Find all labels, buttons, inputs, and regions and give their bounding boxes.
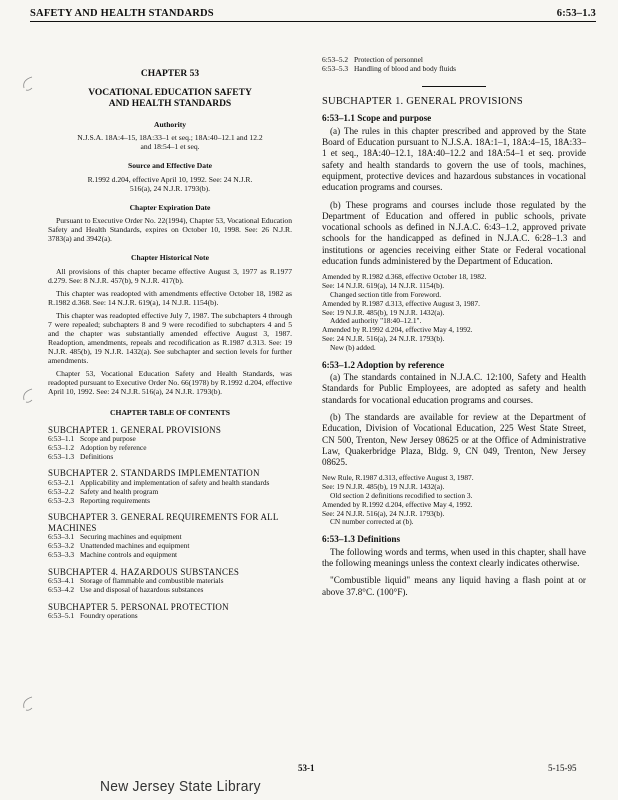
history-line: See: 24 N.J.R. 516(a), 24 N.J.R. 1793(b). [322, 508, 445, 518]
chapter-title-line2: AND HEALTH STANDARDS [108, 98, 232, 109]
running-header [30, 8, 596, 22]
history-line: See: 19 N.J.R. 485(b), 19 N.J.R. 1432(a). [322, 307, 445, 317]
toc-entry-title: Storage of flammable and combustible materials [80, 576, 224, 586]
toc-entry-number: 6:53–5.1 [48, 611, 75, 621]
toc-heading: CHAPTER TABLE OF CONTENTS [110, 407, 230, 417]
section-divider [422, 86, 486, 87]
toc-entry-title: Scope and purpose [80, 434, 136, 444]
toc-entry [48, 497, 292, 506]
right-column [322, 55, 586, 604]
toc-entry-number: 6:53–3.1 [48, 532, 75, 542]
toc-subchapter-title: SUBCHAPTER 3. GENERAL REQUIREMENTS FOR ALL MACHINES [48, 512, 279, 533]
toc-entry-number: 6:53–4.1 [48, 576, 75, 586]
toc-entry-number: 6:53–4.2 [48, 585, 75, 595]
toc-entry [48, 453, 292, 462]
historical-note-p4: Chapter 53, Vocational Education Safety and Health Standards, was readopted pursuant to Executive Order No. 66(1978) by R.1992 d.204, effective April 10, 1992. See: 24 N.J.R. 516(a), 24 N.J.R. 1793(b). [48, 368, 292, 396]
expiration-text: Pursuant to Executive Order No. 22(1994), Chapter 53, Vocational Education Safety and Health Standards, expires on October 10, 1998. See: 26 N.J.R. 3783(a) and 3942(a). [48, 216, 292, 244]
historical-note-heading: Chapter Historical Note [131, 253, 209, 263]
section-1-3-intro: The following words and terms, when used in this chapter, shall have the following meanings unless the context clearly indicates otherwise. [322, 546, 586, 569]
library-stamp: New Jersey State Library [100, 778, 261, 795]
toc-entry-title: Use and disposal of hazardous substances [80, 585, 204, 595]
section-1-1-heading: 6:53–1.1 Scope and purpose [322, 113, 432, 124]
chapter-title [48, 88, 292, 110]
historical-note-p3: This chapter was readopted effective July 7, 1987. The subchapters 4 through 7 were repealed; subchapters 8 and 9 were recodified to subchapters 4 and 5 and the chapter was substantially amended effective August 3, 1987. Readoption, amendments, repeals and recodification as R.1987 d.313. See: 19 N.J.R. 485(b), 19 N.J.R. 1432(a). See subchapter and section levels for further amendments. [48, 310, 292, 365]
section-1-2-b: (b) The standards are available for review at the Department of Education, Division of Vocational Education, 225 West State Street, CN 500, Trenton, New Jersey 08625 or at the Office of Administrative Law, Quakerbridge Plaza, Bldg. 9, CN 049, Trenton, New Jersey 08625. [322, 412, 586, 468]
table-of-contents [48, 425, 292, 622]
left-column [48, 60, 292, 621]
subchapter-title: SUBCHAPTER 1. GENERAL PROVISIONS [322, 95, 523, 107]
section-1-3-heading: 6:53–1.3 Definitions [322, 534, 401, 545]
section-1-1-history [322, 273, 586, 352]
history-line: See: 24 N.J.R. 516(a), 24 N.J.R. 1793(b). [322, 333, 445, 343]
historical-note-p1: All provisions of this chapter became effective August 3, 1977 as R.1977 d.279. See: 8 N.J.R. 457(b), 9 N.J.R. 417(b). [48, 266, 292, 285]
section-1-1-a: (a) The rules in this chapter prescribed and approved by the State Board of Education pursuant to N.J.S.A. 18A:1–1, 18A:4–15, 18A:33–1 et seq., 18A:40–12.1, 18A:40–12.2 and 18A:54–1 et seq. provide safety and health standards to govern the use of tools, machines, equipment, protective devices and hazardous substances in vocational education programs and courses. [322, 125, 586, 193]
toc-subchapter-title: SUBCHAPTER 2. STANDARDS IMPLEMENTATION [48, 468, 260, 479]
toc-entry [48, 612, 292, 621]
chapter-title-line1: VOCATIONAL EDUCATION SAFETY [88, 87, 252, 98]
history-line: Amended by R.1992 d.204, effective May 4, 1992. [322, 499, 473, 509]
header-section-range: 6:53–1.3 [556, 8, 596, 19]
history-line: Old section 2 definitions recodified to section 3. [330, 491, 473, 501]
history-line: Changed section title from Foreword. [330, 289, 442, 299]
header-title: SAFETY AND HEALTH STANDARDS [30, 8, 214, 19]
toc-entry-number: 6:53–2.3 [48, 495, 75, 505]
toc-entry-title: Machine controls and equipment [80, 549, 178, 559]
toc-entry-title: Protection of personnel [354, 55, 423, 64]
toc-entry-number: 6:53–1.3 [48, 451, 75, 461]
margin-mark-icon [18, 386, 38, 406]
toc-entry-number: 6:53–1.1 [48, 434, 75, 444]
toc-entry-title: Foundry operations [80, 611, 138, 621]
history-line: CN number corrected at (b). [330, 517, 414, 527]
toc-entry-number: 6:53–3.2 [48, 541, 75, 551]
section-1-2-heading: 6:53–1.2 Adoption by reference [322, 359, 445, 370]
toc-entry-title: Definitions [80, 451, 114, 461]
toc-entry-title: Safety and health program [80, 486, 159, 496]
toc-entry-number: 6:53–5.3 [322, 63, 349, 73]
toc-entry-title: Unattended machines and equipment [80, 541, 190, 551]
section-1-2-history [322, 474, 586, 527]
toc-entry-title: Securing machines and equipment [80, 532, 182, 542]
source-text: R.1992 d.204, effective April 10, 1992. See: 24 N.J.R. 516(a), 24 N.J.R. 1793(b). [87, 174, 253, 193]
margin-mark-icon [18, 74, 38, 94]
section-1-2-a: (a) The standards contained in N.J.A.C. 12:100, Safety and Health Standards for Public Employees, are adopted as safety and health standards for vocational education programs and courses. [322, 372, 586, 405]
history-line: See: 14 N.J.R. 619(a), 14 N.J.R. 1154(b). [322, 281, 445, 291]
expiration-heading: Chapter Expiration Date [129, 202, 211, 212]
authority-heading: Authority [153, 119, 187, 129]
history-line: See: 19 N.J.R. 485(b), 19 N.J.R. 1432(a). [322, 482, 445, 492]
historical-note-p2: This chapter was readopted with amendments effective October 18, 1982 as R.1982 d.368. See: 14 N.J.R. 619(a), 14 N.J.R. 1154(b). [48, 288, 292, 307]
chapter-number: CHAPTER 53 [140, 69, 200, 79]
toc-entry-number: 6:53–2.2 [48, 486, 75, 496]
section-1-1-b: (b) These programs and courses include those regulated by the Department of Education and offered in public schools, private vocational schools as defined in N.J.A.C. 6:43–1.2, approved private schools for the handicapped as defined in N.J.A.C. 6:28–1.3 and institutions or agencies receiving either State or Federal vocational education funds administered by the Department of Education. [322, 199, 586, 267]
toc-continued [322, 56, 586, 74]
authority-text: N.J.S.A. 18A:4–15, 18A:33–1 et seq.; 18A:40–12.1 and 12.2 and 18:54–1 et seq. [77, 133, 263, 152]
section-1-3-definition: "Combustible liquid" means any liquid having a flash point at or above 37.8°C. (100°F). [322, 575, 586, 597]
revision-date: 5-15-95 [548, 763, 577, 773]
toc-entry-number: 6:53–5.2 [322, 55, 349, 64]
toc-subchapter-title: SUBCHAPTER 1. GENERAL PROVISIONS [48, 424, 222, 435]
history-line: Amended by R.1982 d.368, effective October 18, 1982. [322, 272, 487, 282]
toc-entry-title: Reporting requirements [80, 495, 150, 505]
toc-entry [48, 551, 292, 560]
toc-subchapter-title: SUBCHAPTER 5. PERSONAL PROTECTION [48, 601, 229, 612]
toc-subchapter-title: SUBCHAPTER 4. HAZARDOUS SUBSTANCES [48, 566, 240, 577]
toc-entry-number: 6:53–1.2 [48, 442, 75, 452]
history-line: Amended by R.1992 d.204, effective May 4, 1992. [322, 325, 473, 335]
toc-entry-number: 6:53–3.3 [48, 549, 75, 559]
margin-mark-icon [18, 694, 38, 714]
history-line: New Rule, R.1987 d.313, effective August 3, 1987. [322, 473, 474, 483]
history-line: Amended by R.1987 d.313, effective August 3, 1987. [322, 298, 480, 308]
toc-entry [322, 65, 586, 74]
source-heading: Source and Effective Date [127, 161, 212, 171]
history-line: New (b) added. [330, 342, 376, 352]
toc-entry-number: 6:53–2.1 [48, 477, 75, 487]
toc-entry-title: Applicability and implementation of safety and health standards [80, 477, 270, 487]
toc-entry-title: Adoption by reference [80, 442, 147, 452]
history-line: Added authority "18:40–12.1". [330, 316, 422, 326]
page-number: 53-1 [298, 763, 315, 773]
toc-entry-title: Handling of blood and body fluids [354, 63, 457, 73]
toc-entry [48, 586, 292, 595]
